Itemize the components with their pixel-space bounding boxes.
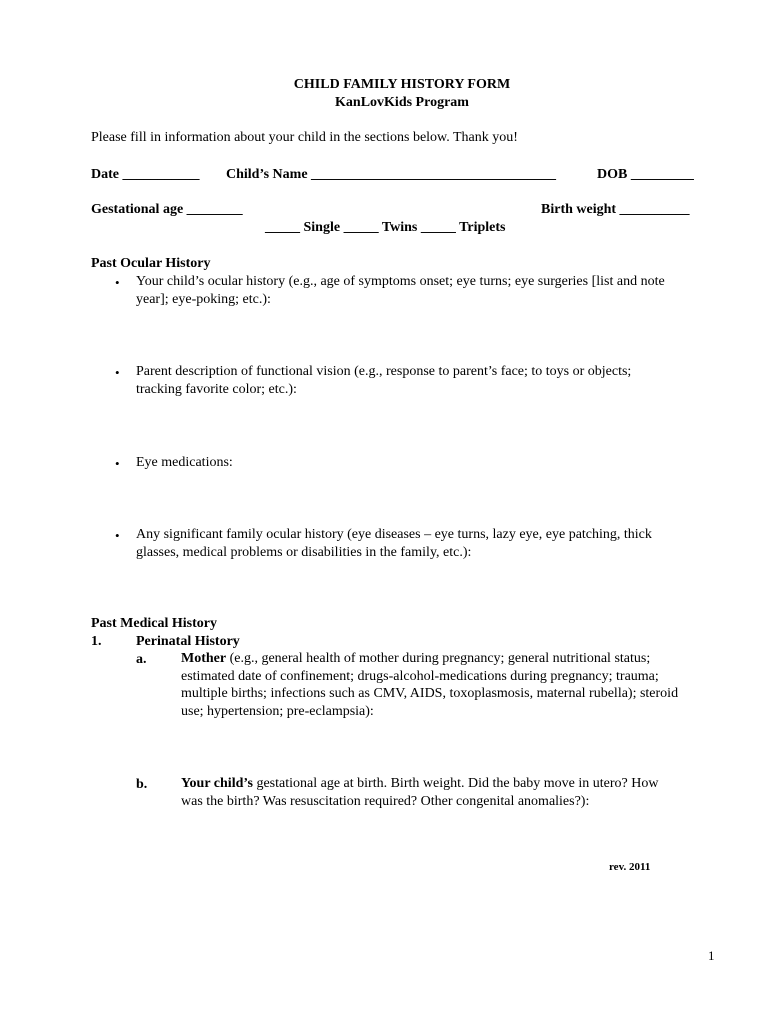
date-field[interactable]: Date ___________ — [91, 167, 200, 182]
item-line-rest: gestational age at birth. Birth weight. Did the baby move in utero? How — [252, 776, 659, 791]
item-letter-b: b. — [136, 777, 148, 792]
intro-text: Please fill in information about your child in the sections below. Thank you! — [91, 130, 518, 145]
program-name: KanLovKids Program — [335, 95, 469, 110]
item-line — [181, 650, 678, 668]
birth-weight-field[interactable]: Birth weight __________ — [541, 202, 690, 217]
ocular-item-family-history — [136, 526, 652, 561]
bullet-icon: • — [115, 275, 120, 290]
item-line: use; hypertension; pre-eclampsia): — [181, 703, 374, 719]
gestational-age-field[interactable]: Gestational age ________ — [91, 202, 243, 217]
item-line: Your child’s ocular history (e.g., age of symptoms onset; eye turns; eye surgeries [list and note — [136, 274, 665, 289]
bullet-icon: • — [115, 456, 120, 471]
your-childs-label: Your child’s — [181, 776, 253, 791]
child-birth-history-text — [181, 775, 658, 810]
section-number: 1. — [91, 634, 102, 649]
birth-type-options[interactable]: _____ Single _____ Twins _____ Triplets — [265, 220, 506, 235]
mother-history-text — [181, 650, 678, 720]
medical-history-heading: Past Medical History — [91, 616, 217, 631]
item-line — [181, 775, 658, 793]
ocular-history-heading: Past Ocular History — [91, 256, 211, 271]
item-line-rest: (e.g., general health of mother during pregnancy; general nutritional status; — [226, 651, 651, 666]
childs-name-field[interactable]: Child’s Name ___________________________________ — [226, 167, 557, 182]
ocular-item-eye-medications — [136, 454, 233, 472]
form-title: CHILD FAMILY HISTORY FORM — [293, 77, 511, 92]
item-line: was the birth? Was resuscitation required? Other congenital anomalies?): — [181, 793, 590, 809]
page-number: 1 — [708, 948, 715, 963]
ocular-item-functional-vision — [136, 363, 631, 398]
bullet-icon: • — [115, 365, 120, 380]
item-line: Parent description of functional vision (e.g., response to parent’s face; to toys or objects; — [136, 364, 632, 379]
perinatal-history-heading: Perinatal History — [136, 634, 240, 649]
item-line: multiple births; infections such as CMV, AIDS, toxoplasmosis, maternal rubella); steroid — [181, 686, 679, 701]
revision-note: rev. 2011 — [609, 861, 651, 873]
item-letter-a: a. — [136, 652, 147, 667]
ocular-item-childs-history — [136, 273, 665, 308]
item-line: estimated date of confinement; drugs-alcohol-medications during pregnancy; trauma; — [181, 668, 659, 684]
item-line: Any significant family ocular history (eye diseases – eye turns, lazy eye, eye patching, thick — [136, 527, 652, 542]
item-line: tracking favorite color; etc.): — [136, 381, 297, 397]
bullet-icon: • — [115, 528, 120, 543]
mother-label: Mother — [181, 651, 227, 666]
item-line: glasses, medical problems or disabilities in the family, etc.): — [136, 544, 472, 560]
dob-field[interactable]: DOB _________ — [597, 167, 694, 182]
item-line: Eye medications: — [136, 455, 233, 470]
item-line: year]; eye-poking; etc.): — [136, 291, 271, 307]
